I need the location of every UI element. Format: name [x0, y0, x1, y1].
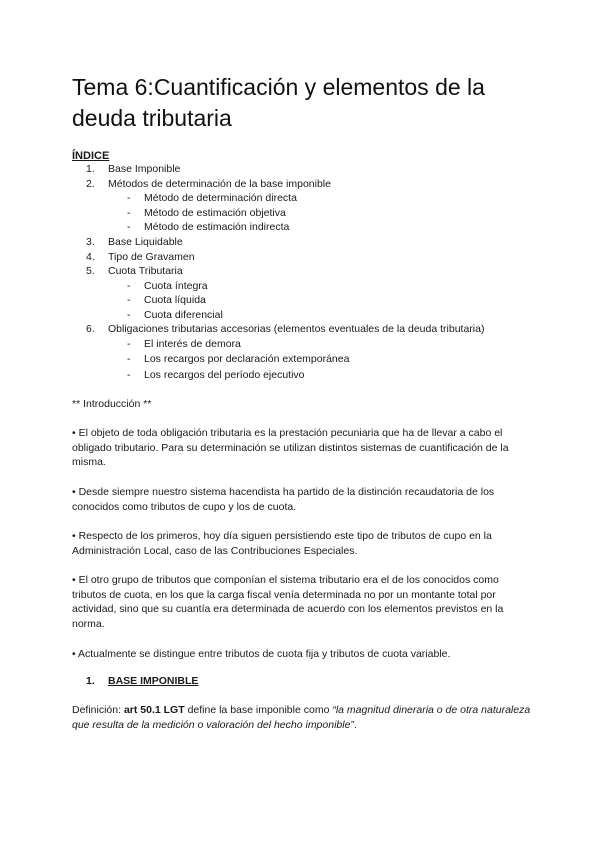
dash-bullet: - [127, 309, 131, 321]
toc-number: 1. [86, 163, 95, 175]
toc-number: 3. [86, 236, 95, 248]
paragraph: • El otro grupo de tributos que componían el sistema tributario era el de los conocidos como tributos de cuota, en los que la carga fiscal venía determinada no por un montante total por actividad, sino que su cuantía era determinada de acuerdo con los elementos previstos en la norma. [72, 574, 504, 630]
paragraph: • Actualmente se distingue entre tributos de cuota fija y tributos de cuota variable. [72, 648, 451, 660]
definition-quote: “la magnitud dineraria o de otra naturaleza que resulta de la medición o valoración del hecho imponible” [72, 704, 531, 731]
section-title: BASE IMPONIBLE [108, 675, 199, 687]
dash-bullet: - [127, 338, 131, 350]
document-title: Tema 6:Cuantificación y elementos de la deuda tributaria [72, 74, 485, 131]
toc-number: 5. [86, 265, 95, 277]
toc-sublabel: Los recargos del período ejecutivo [144, 369, 305, 381]
toc-sublabel: Los recargos por declaración extemporánea [144, 353, 350, 365]
index-heading: ÍNDICE [72, 150, 110, 162]
toc-label: Base Imponible [108, 163, 181, 175]
toc-label: Métodos de determinación de la base imponible [108, 178, 331, 190]
intro-heading: ** Introducción ** [72, 398, 152, 410]
definition-paragraph [72, 703, 532, 733]
dash-bullet: - [127, 192, 131, 204]
paragraph: • Respecto de los primeros, hoy día siguen persistiendo este tipo de tributos de cupo en la Administración Local, caso de las Contribuciones Especiales. [72, 530, 492, 557]
toc-label: Base Liquidable [108, 236, 183, 248]
toc-label: Tipo de Gravamen [108, 251, 195, 263]
section-number: 1. [86, 675, 95, 687]
paragraph: • El objeto de toda obligación tributaria es la prestación pecuniaria que ha de llevar a cabo el obligado tributario. Para su determinación se utilizan distintos sistemas de cuantificación de la misma. [72, 427, 509, 469]
dash-bullet: - [127, 280, 131, 292]
toc-sublabel: Cuota líquida [144, 294, 206, 306]
toc-label: Cuota Tributaria [108, 265, 183, 277]
toc-sublabel: Método de estimación indirecta [144, 221, 290, 233]
toc-label: Obligaciones tributarias accesorias (elementos eventuales de la deuda tributaria) [108, 323, 485, 335]
dash-bullet: - [127, 221, 131, 233]
definition-end: . [353, 719, 357, 731]
definition-middle: define la base imponible como [184, 704, 333, 716]
dash-bullet: - [127, 369, 131, 381]
toc-sublabel: Cuota diferencial [144, 309, 223, 321]
toc-number: 2. [86, 178, 95, 190]
toc-number: 4. [86, 251, 95, 263]
toc-sublabel: Cuota íntegra [144, 280, 208, 292]
toc-sublabel: Método de determinación directa [144, 192, 297, 204]
definition-prefix: Definición: [72, 704, 124, 716]
toc-sublabel: Método de estimación objetiva [144, 207, 286, 219]
dash-bullet: - [127, 353, 131, 365]
toc-sublabel: El interés de demora [144, 338, 241, 350]
article-reference: art 50.1 LGT [123, 704, 185, 716]
toc-number: 6. [86, 323, 95, 335]
paragraph: • Desde siempre nuestro sistema hacendista ha partido de la distinción recaudatoria de los conocidos como tributos de cupo y los de cuota. [72, 486, 495, 513]
dash-bullet: - [127, 294, 131, 306]
dash-bullet: - [127, 207, 131, 219]
section-heading [86, 675, 198, 687]
